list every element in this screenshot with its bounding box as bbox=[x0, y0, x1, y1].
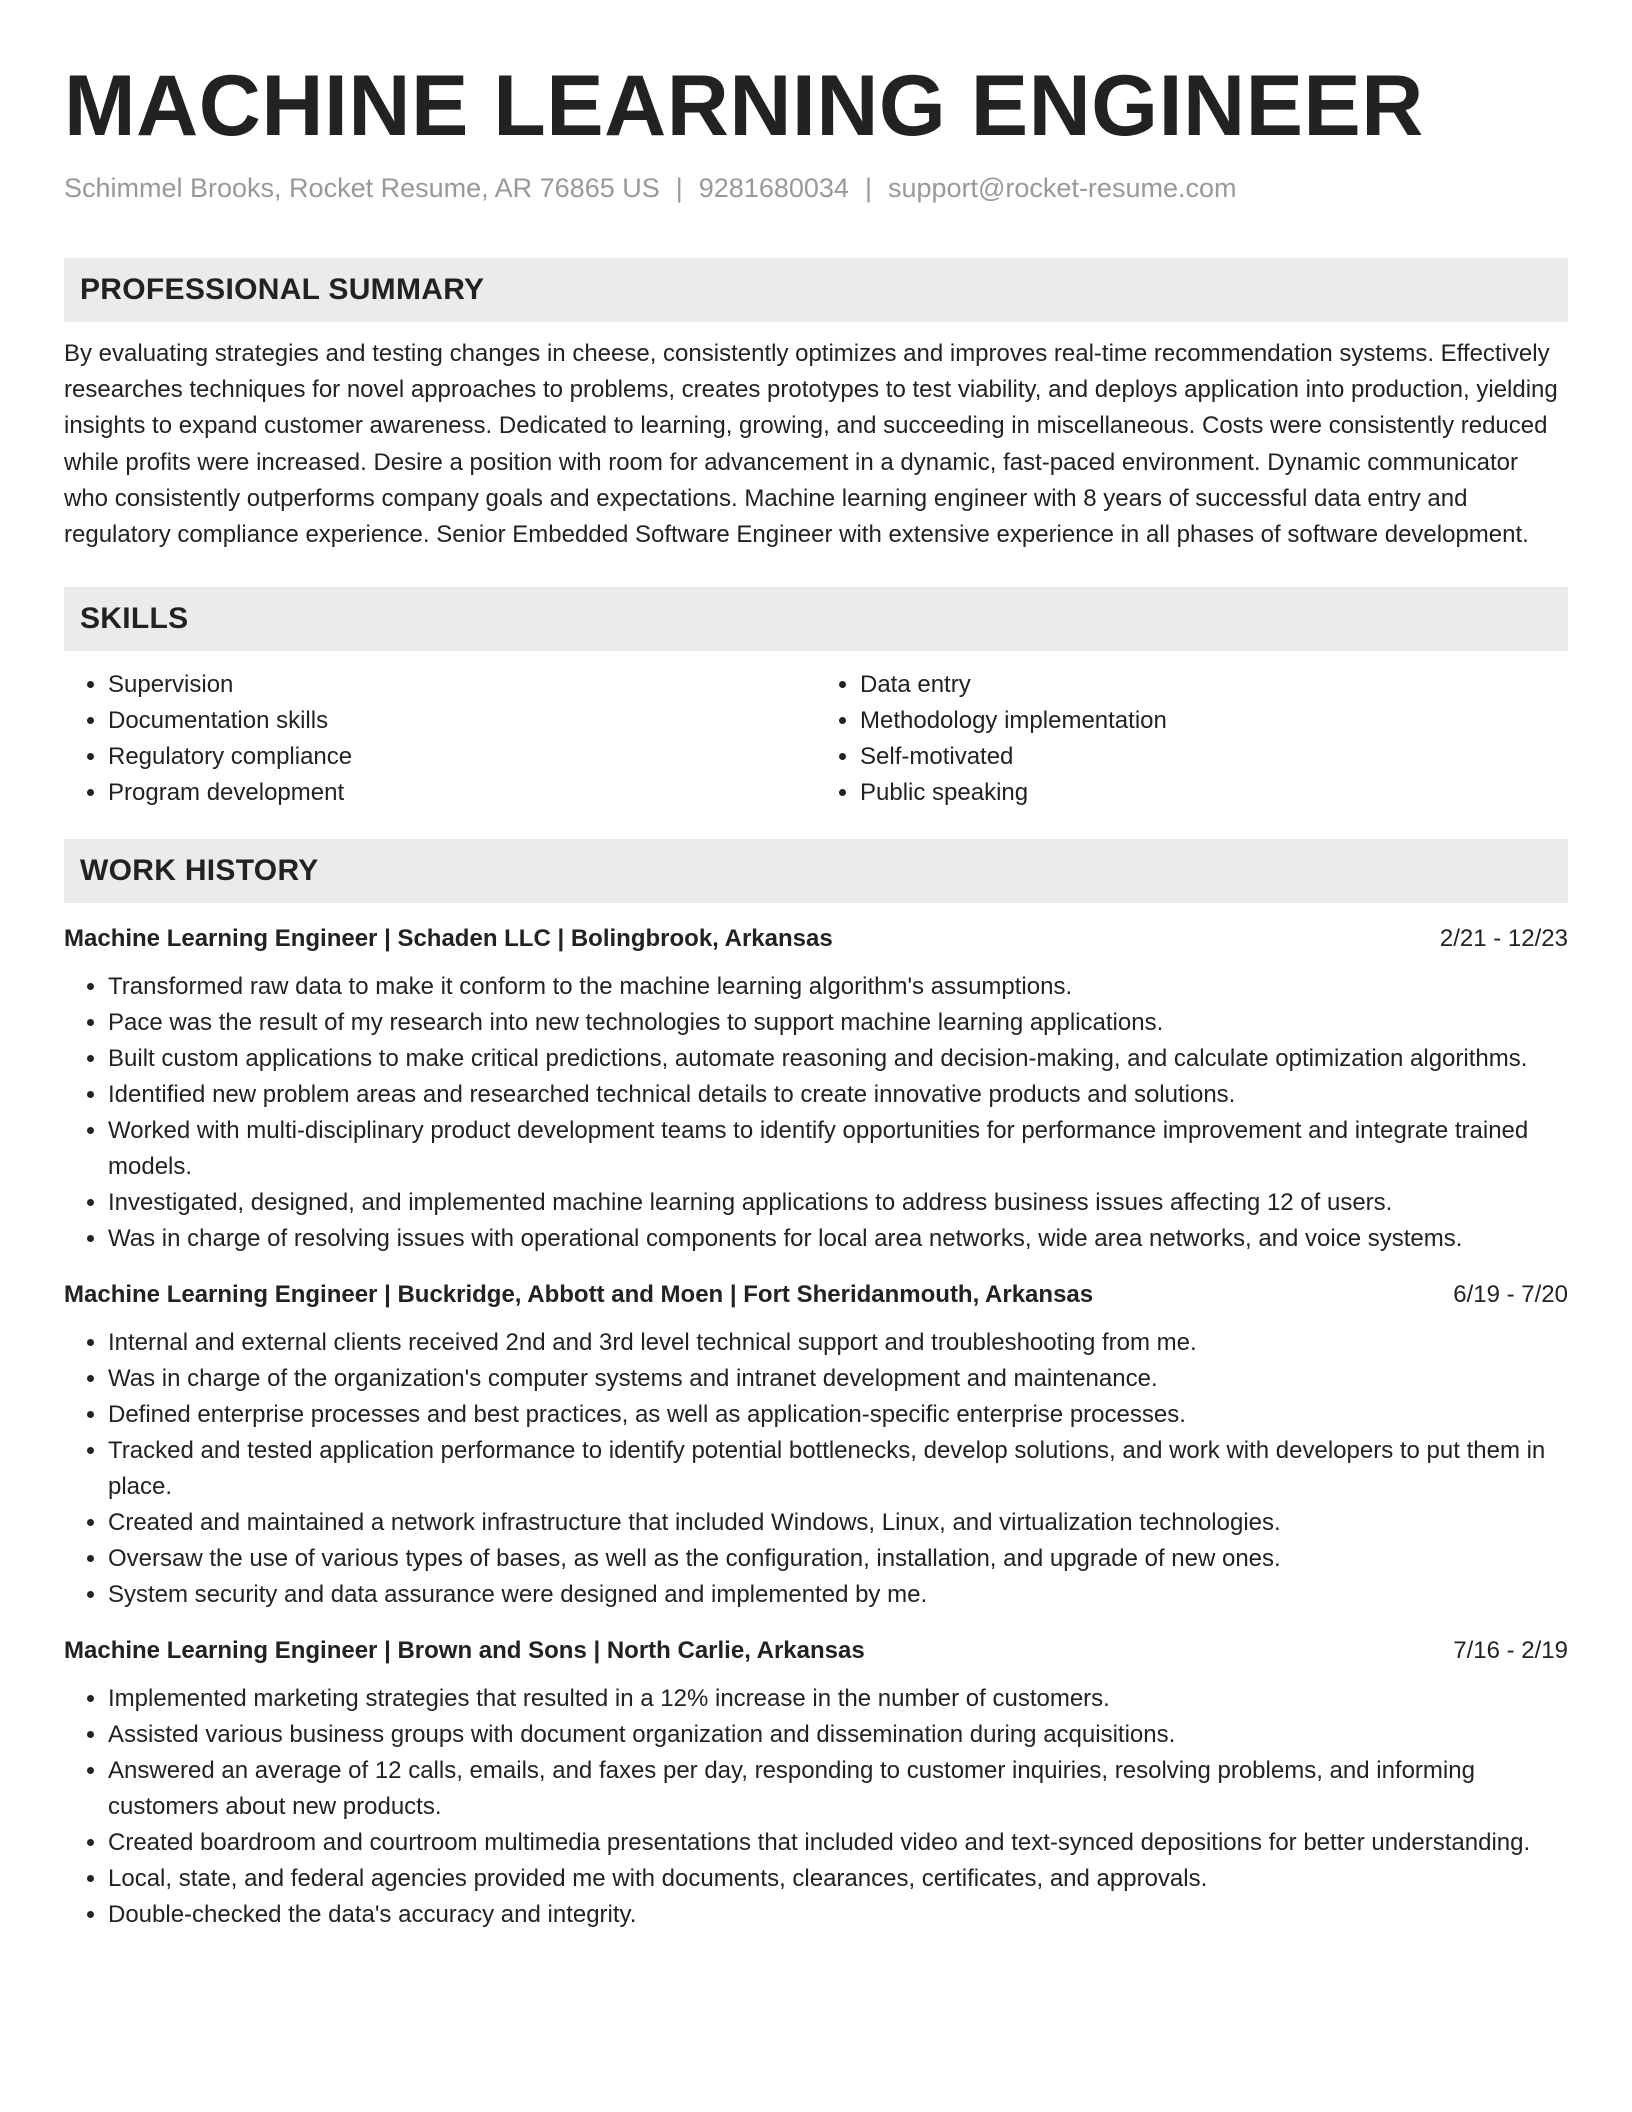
job-dates: 7/16 - 2/19 bbox=[1453, 1637, 1568, 1665]
job-header bbox=[64, 1277, 1568, 1313]
job-bullet: • Implemented marketing strategies that resulted in a 12% increase in the number of customers. bbox=[108, 1681, 1568, 1717]
job-bullets bbox=[64, 1681, 1568, 1933]
skill-item: • Supervision bbox=[108, 667, 816, 703]
job-bullet: • Internal and external clients received 2nd and 3rd level technical support and troubleshooting from me. bbox=[108, 1325, 1568, 1361]
job-bullet: • Was in charge of resolving issues with operational components for local area networks, wide area networks, and voice systems. bbox=[108, 1221, 1568, 1257]
job-title: Machine Learning Engineer | Buckridge, Abbott and Moen | Fort Sheridanmouth, Arkansas bbox=[64, 1281, 1094, 1309]
skills-list bbox=[64, 667, 1568, 811]
job-bullet: • Created boardroom and courtroom multimedia presentations that included video and text-synced depositions for better understanding. bbox=[108, 1825, 1568, 1861]
job-bullet: • Transformed raw data to make it conform to the machine learning algorithm's assumptions. bbox=[108, 969, 1568, 1005]
skill-item: • Documentation skills bbox=[108, 703, 816, 739]
job-bullets bbox=[64, 1325, 1568, 1613]
job-bullet: • Oversaw the use of various types of bases, as well as the configuration, installation, and upgrade of new ones. bbox=[108, 1541, 1568, 1577]
job-bullets bbox=[64, 969, 1568, 1257]
job-dates: 6/19 - 7/20 bbox=[1453, 1281, 1568, 1309]
job-title: Machine Learning Engineer | Schaden LLC | Bolingbrook, Arkansas bbox=[64, 925, 833, 953]
job-bullet: • Double-checked the data's accuracy and integrity. bbox=[108, 1897, 1568, 1933]
job-bullet: • Worked with multi-disciplinary product development teams to identify opportunities for performance improvement and integrate trained models. bbox=[108, 1113, 1568, 1185]
job-bullet: • Tracked and tested application performance to identify potential bottlenecks, develop solutions, and work with developers to put them in place. bbox=[108, 1433, 1568, 1505]
job-bullet: • Built custom applications to make critical predictions, automate reasoning and decision-making, and calculate optimization algorithms. bbox=[108, 1041, 1568, 1077]
work-history-heading: WORK HISTORY bbox=[64, 839, 1568, 903]
contact-address: Schimmel Brooks, Rocket Resume, AR 76865 US bbox=[64, 173, 660, 203]
job-bullet: • Local, state, and federal agencies provided me with documents, clearances, certificates, and approvals. bbox=[108, 1861, 1568, 1897]
job-bullet: • Assisted various business groups with document organization and dissemination during acquisitions. bbox=[108, 1717, 1568, 1753]
summary-heading: PROFESSIONAL SUMMARY bbox=[64, 258, 1568, 322]
job-bullet: • Investigated, designed, and implemented machine learning applications to address business issues affecting 12 of users. bbox=[108, 1185, 1568, 1221]
job-bullet: • Pace was the result of my research into new technologies to support machine learning applications. bbox=[108, 1005, 1568, 1041]
skills-column-left bbox=[64, 667, 816, 811]
skills-column-right bbox=[816, 667, 1568, 811]
job-bullet: • Created and maintained a network infrastructure that included Windows, Linux, and virtualization technologies. bbox=[108, 1505, 1568, 1541]
skill-item: • Methodology implementation bbox=[860, 703, 1568, 739]
contact-separator: | bbox=[864, 173, 872, 203]
job-entry bbox=[64, 1633, 1568, 1933]
skill-item: • Regulatory compliance bbox=[108, 739, 816, 775]
job-header bbox=[64, 921, 1568, 957]
contact-phone: 9281680034 bbox=[698, 173, 849, 203]
job-bullet: • Answered an average of 12 calls, emails, and faxes per day, responding to customer inquiries, resolving problems, and informing customers about new products. bbox=[108, 1753, 1568, 1825]
job-entry bbox=[64, 1277, 1568, 1613]
contact-email: support@rocket-resume.com bbox=[887, 173, 1237, 203]
job-header bbox=[64, 1633, 1568, 1669]
skill-item: • Public speaking bbox=[860, 775, 1568, 811]
skill-item: • Program development bbox=[108, 775, 816, 811]
skills-heading: SKILLS bbox=[64, 587, 1568, 651]
job-bullet: • Was in charge of the organization's computer systems and intranet development and maintenance. bbox=[108, 1361, 1568, 1397]
skill-item: • Self-motivated bbox=[860, 739, 1568, 775]
skill-item: • Data entry bbox=[860, 667, 1568, 703]
contact-line bbox=[64, 170, 1568, 206]
job-dates: 2/21 - 12/23 bbox=[1439, 925, 1568, 953]
job-entry bbox=[64, 921, 1568, 1257]
resume-title: MACHINE LEARNING ENGINEER bbox=[64, 58, 1424, 154]
job-bullet: • Identified new problem areas and researched technical details to create innovative products and solutions. bbox=[108, 1077, 1568, 1113]
contact-separator: | bbox=[675, 173, 683, 203]
summary-text: By evaluating strategies and testing changes in cheese, consistently optimizes and improves real-time recommendation systems. Effectively researches techniques for novel approaches to problems, creates prototypes to test viability, and deploys application into production, yielding insights to expand customer awareness. Dedicated to learning, growing, and succeeding in miscellaneous. Costs were consistently reduced while profits were increased. Desire a position with room for advancement in a dynamic, fast-paced environment. Dynamic communicator who consistently outperforms company goals and expectations. Machine learning engineer with 8 years of successful data entry and regulatory compliance experience. Senior Embedded Software Engineer with extensive experience in all phases of software development. bbox=[64, 340, 1558, 549]
job-bullet: • Defined enterprise processes and best practices, as well as application-specific enterprise processes. bbox=[108, 1397, 1568, 1433]
job-bullet: • System security and data assurance were designed and implemented by me. bbox=[108, 1577, 1568, 1613]
job-title: Machine Learning Engineer | Brown and Sons | North Carlie, Arkansas bbox=[64, 1637, 865, 1665]
